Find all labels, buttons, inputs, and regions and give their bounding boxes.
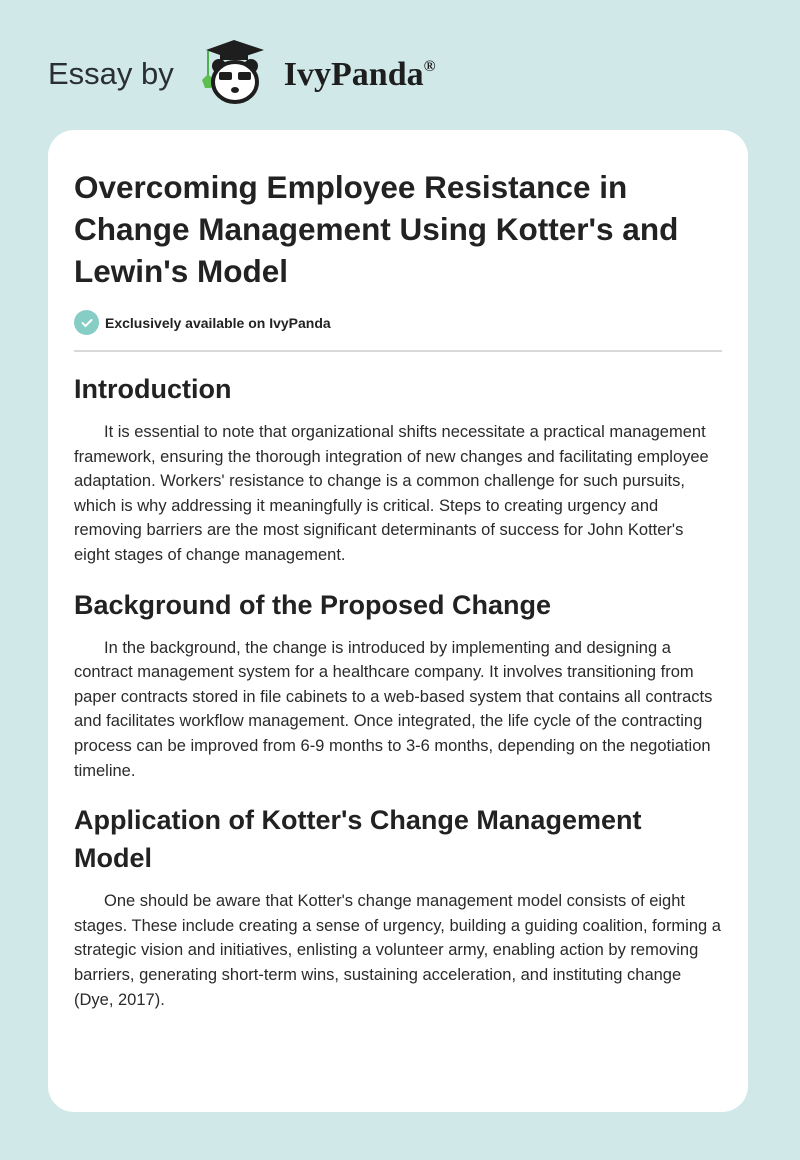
section-background: [74, 586, 722, 784]
panda-logo-icon[interactable]: [192, 36, 274, 106]
brand-text: IvyPanda: [283, 56, 424, 93]
site-header: [48, 36, 436, 106]
badge-text: Exclusively available on IvyPanda: [105, 314, 331, 331]
essay-card: [48, 130, 748, 1112]
section-introduction: [74, 370, 722, 568]
section-paragraph: In the background, the change is introduced by implementing and designing a contract management system for a healthcare company. It involves transitioning from paper contracts stored in file cabinets to a web-based system that contains all contracts and facilitates workflow management. Once integrated, the life cycle of the contracting process can be improved from 6-9 months to 3-6 months, depending on the negotiation timeline.: [74, 638, 713, 780]
registered-mark: ®: [423, 58, 436, 75]
check-icon: [74, 310, 99, 335]
section-kotter-application: [74, 801, 722, 1012]
essay-title: Overcoming Employee Resistance in Change Management Using Kotter's and Lewin's Model: [74, 169, 679, 289]
brand-name[interactable]: [284, 56, 436, 94]
section-heading: Introduction: [74, 374, 232, 404]
essay-by-label: Essay by: [48, 56, 174, 91]
divider: [74, 350, 722, 352]
section-heading: Application of Kotter's Change Management Model: [74, 805, 642, 874]
section-heading: Background of the Proposed Change: [74, 589, 552, 620]
exclusive-badge: [74, 310, 722, 335]
section-paragraph: It is essential to note that organizational shifts necessitate a practical management framework, ensuring the thorough integration of new changes and facilitating employee adaptation. Workers' resistance to change is a common challenge for such pursuits, which is why addressing it meaningfully is critical. Steps to creating urgency and removing barriers are the most significant determinants of success for John Kotter's eight stages of change management.: [74, 423, 709, 564]
section-paragraph: One should be aware that Kotter's change management model consists of eight stages. These include creating a sense of urgency, building a guiding coalition, forming a strategic vision and initiatives, enlisting a volunteer army, enabling action by removing barriers, generating short-term wins, sustaining acceleration, and instituting change (Dye, 2017).: [74, 892, 721, 1009]
